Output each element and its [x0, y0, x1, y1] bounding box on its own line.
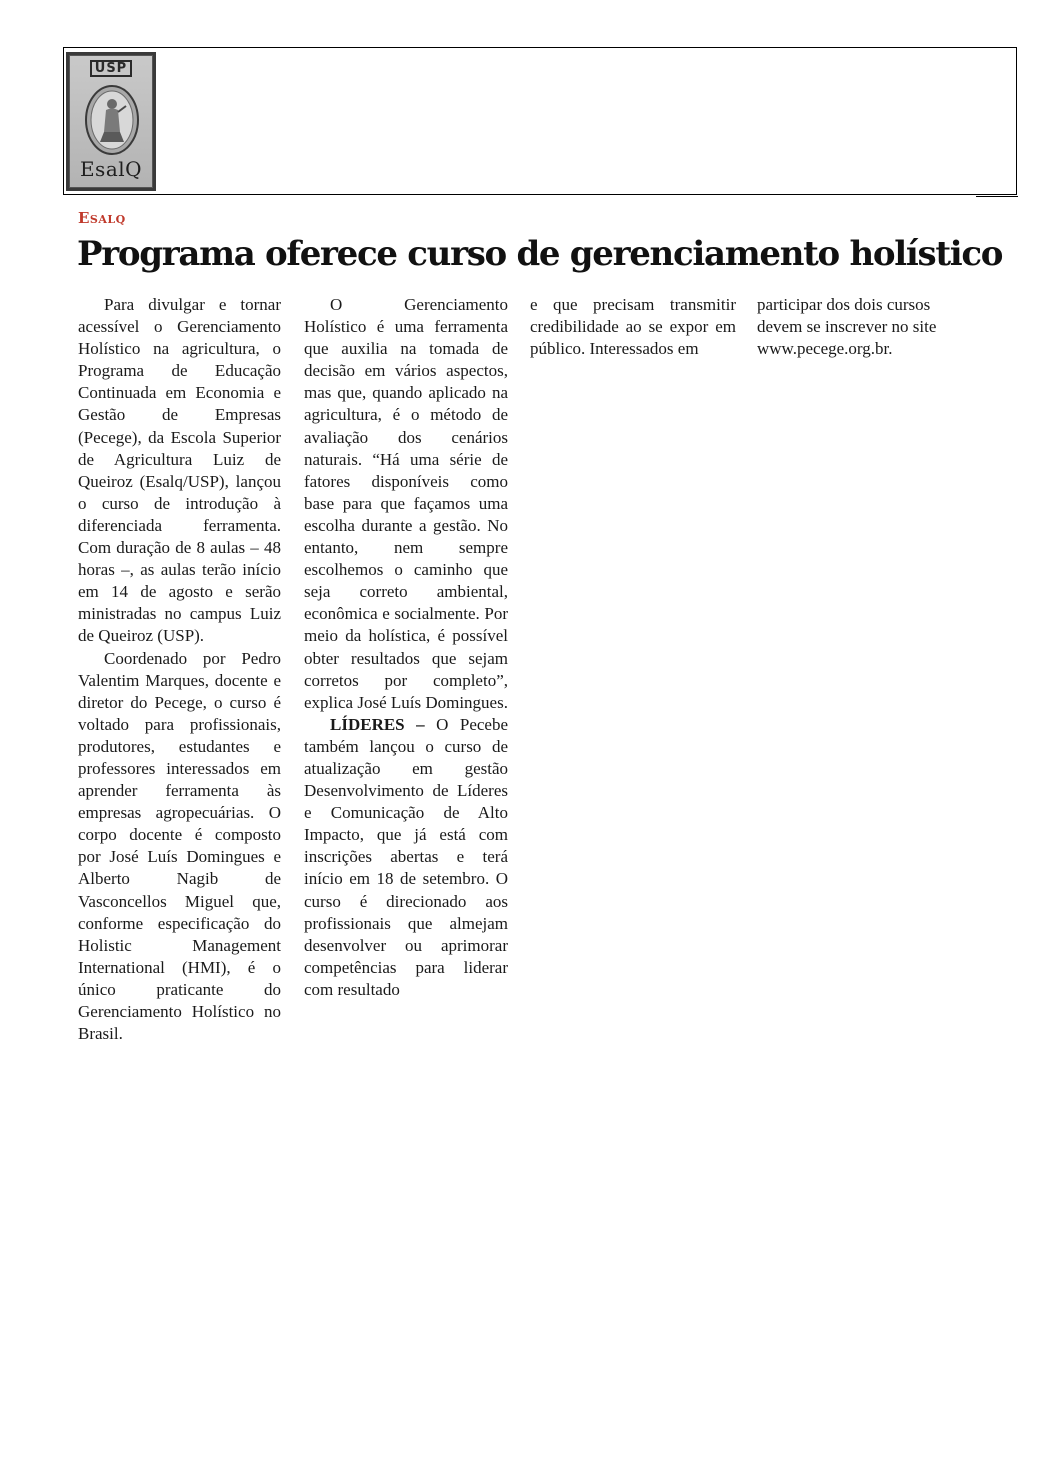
- column-3-paragraph-1: e que precisam transmitir credibilidade ao se expor em público. Interessados em: [530, 295, 736, 359]
- column-1-paragraph-2: Coordenado por Pedro Valentim Marques, docente e diretor do Pecege, o curso é voltado para profissionais, produtores, estudantes e professores interessados em aprender ferramenta às empresas agropecuárias. O corpo docente é composto por José Luís Domingues e Alberto Nagib de Vasconcellos Miguel que, conforme especificação do Holistic Management International (HMI), é o único praticante do Gerenciamento Holístico no Brasil.: [78, 648, 281, 1044]
- article-column-4: [757, 294, 963, 360]
- header-box: [63, 47, 1017, 195]
- column-1-paragraph-1: Para divulgar e tornar acessível o Gerenciamento Holístico na agricultura, o Programa de Educação Continuada em Economia e Gestão de Empresas (Pecege), da Escola Superior de Agricultura Luiz de Queiroz (Esalq/USP), lançou o curso de introdução à diferenciada ferramenta. Com duração de 8 aulas – 48 horas –, as aulas terão início em 14 de agosto e serão ministradas no campus Luiz de Queiroz (USP).: [78, 295, 281, 646]
- column-2-paragraph-2: [304, 714, 508, 1001]
- seal-figure-icon: [84, 84, 140, 156]
- logo-esalq-wordmark: EsalQ: [79, 157, 143, 181]
- subhead-lideres: LÍDERES –: [330, 714, 425, 734]
- column-4-paragraph-1: participar dos dois cursos devem se inscrever no site www.pecege.org.br.: [757, 295, 937, 359]
- column-2-paragraph-2-text: O Pecebe também lançou o curso de atualização em gestão Desenvolvimento de Líderes e Comunicação de Alto Impacto, que já está com inscrições abertas e terá início em 18 de setembro. O curso é direcionado aos profissionais que almejam desenvolver ou aprimorar competências para liderar com resultado: [304, 714, 508, 999]
- article-headline: Programa oferece curso de gerenciamento holístico: [77, 234, 1003, 274]
- article-column-1: [78, 294, 281, 1045]
- logo-usp-mark: USP: [70, 60, 152, 77]
- header-rule: [976, 196, 1018, 197]
- section-kicker: Esalq: [78, 209, 126, 227]
- logo-panel: [69, 55, 153, 188]
- article-column-2: [304, 294, 508, 1001]
- article-column-3: [530, 294, 736, 360]
- column-2-paragraph-1: O Gerenciamento Holístico é uma ferramenta que auxilia na tomada de decisão em vários aspectos, mas que, quando aplicado na agricultura, é o método de avaliação dos cenários naturais. “Há uma série de fatores disponíveis como base para que façamos uma escolha durante a gestão. No entanto, nem sempre escolhemos o caminho que seja correto ambiental, econômica e socialmente. Por meio da holística, é possível obter resultados que sejam corretos por completo”, explica José Luís Domingues.: [304, 295, 508, 712]
- esalq-logo: [66, 52, 156, 191]
